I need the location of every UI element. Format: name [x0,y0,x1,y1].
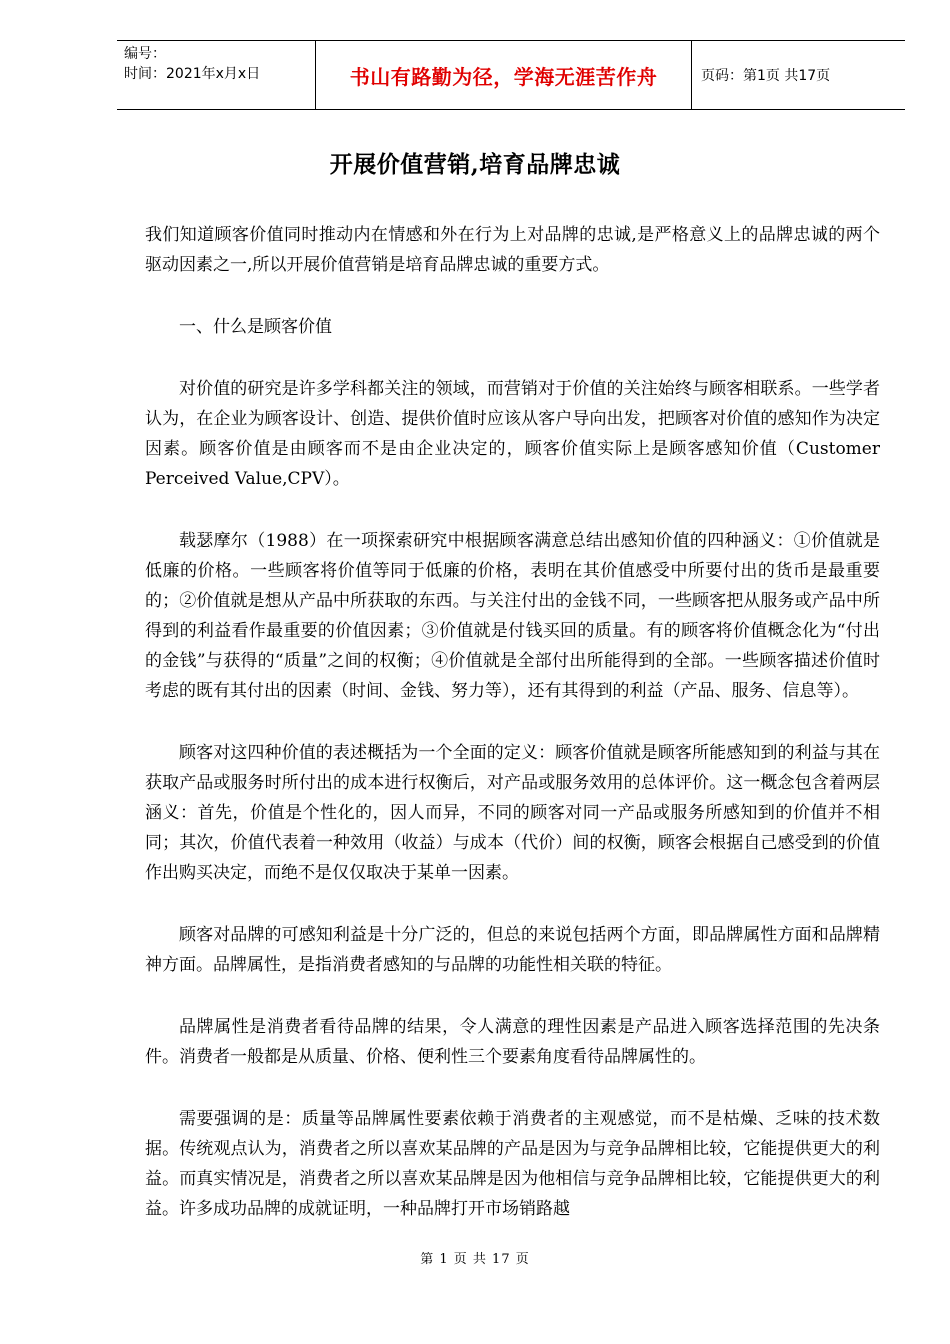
body-paragraph: 需要强调的是：质量等品牌属性要素依赖于消费者的主观感觉，而不是枯燥、乏味的技术数据。传统观点认为，消费者之所以喜欢某品牌的产品是因为与竞争品牌相比较，它能提供更大的利益。而真实情况是，消费者之所以喜欢某品牌是因为他相信与竞争品牌相比较，它能提供更大的利益。许多成功品牌的成就证明，一种品牌打开市场销路越 [145,1109,880,1219]
body-paragraph: 顾客对这四种价值的表述概括为一个全面的定义：顾客价值就是顾客所能感知到的利益与其在获取产品或服务时所付出的成本进行权衡后，对产品或服务效用的总体评价。这一概念包含着两层涵义：首先，价值是个性化的，因人而异，不同的顾客对同一产品或服务所感知到的价值并不相同；其次，价值代表着一种效用（收益）与成本（代价）间的权衡，顾客会根据自己感受到的价值作出购买决定，而绝不是仅仅取决于某单一因素。 [145,743,880,883]
body-paragraph: 对价值的研究是许多学科都关注的领域，而营销对于价值的关注始终与顾客相联系。一些学者认为，在企业为顾客设计、创造、提供价值时应该从客户导向出发，把顾客对价值的感知作为决定因素。顾客价值是由顾客而不是由企业决定的，顾客价值实际上是顾客感知价值（Customer Perceived Value,CPV）。 [145,379,880,489]
body-paragraph: 顾客对品牌的可感知利益是十分广泛的，但总的来说包括两个方面，即品牌属性方面和品牌精神方面。品牌属性，是指消费者感知的与品牌的功能性相关联的特征。 [145,925,880,975]
body-paragraph: 品牌属性是消费者看待品牌的结果，令人满意的理性因素是产品进入顾客选择范围的先决条件。消费者一般都是从质量、价格、便利性三个要素角度看待品牌属性的。 [145,1017,880,1067]
header-page-number: 页码：第1页 共17页 [701,68,831,84]
page-header-table [117,40,905,110]
section-heading: 一、什么是顾客价值 [179,317,332,337]
document-body [145,220,880,1256]
header-page-cell [692,41,905,109]
time-label: 时间：2021年x月x日 [124,66,261,82]
body-paragraph: 载瑟摩尔（1988）在一项探索研究中根据顾客满意总结出感知价值的四种涵义：①价值就是低廉的价格。一些顾客将价值等同于低廉的价格，表明在其价值感受中所要付出的货币是最重要的；②价值就是想从产品中所获取的东西。与关注付出的金钱不同，一些顾客把从服务或产品中所得到的利益看作最重要的价值因素；③价值就是付钱买回的质量。有的顾客将价值概念化为“付出的金钱”与获得的“质量”之间的权衡；④价值就是全部付出所能得到的全部。一些顾客描述价值时考虑的既有其付出的因素（时间、金钱、努力等），还有其得到的利益（产品、服务、信息等）。 [145,531,880,701]
header-motto: 书山有路勤为径，学海无涯苦作舟 [349,64,658,89]
header-meta-cell [117,41,315,109]
serial-number-label: 编号： [124,46,166,62]
intro-paragraph: 我们知道顾客价值同时推动内在情感和外在行为上对品牌的忠诚,是严格意义上的品牌忠诚的两个驱动因素之一,所以开展价值营销是培育品牌忠诚的重要方式。 [145,225,880,275]
document-title: 开展价值营销,培育品牌忠诚 [329,151,621,178]
page-footer: 第 1 页 共 17 页 [420,1252,530,1267]
header-motto-cell [315,41,692,109]
